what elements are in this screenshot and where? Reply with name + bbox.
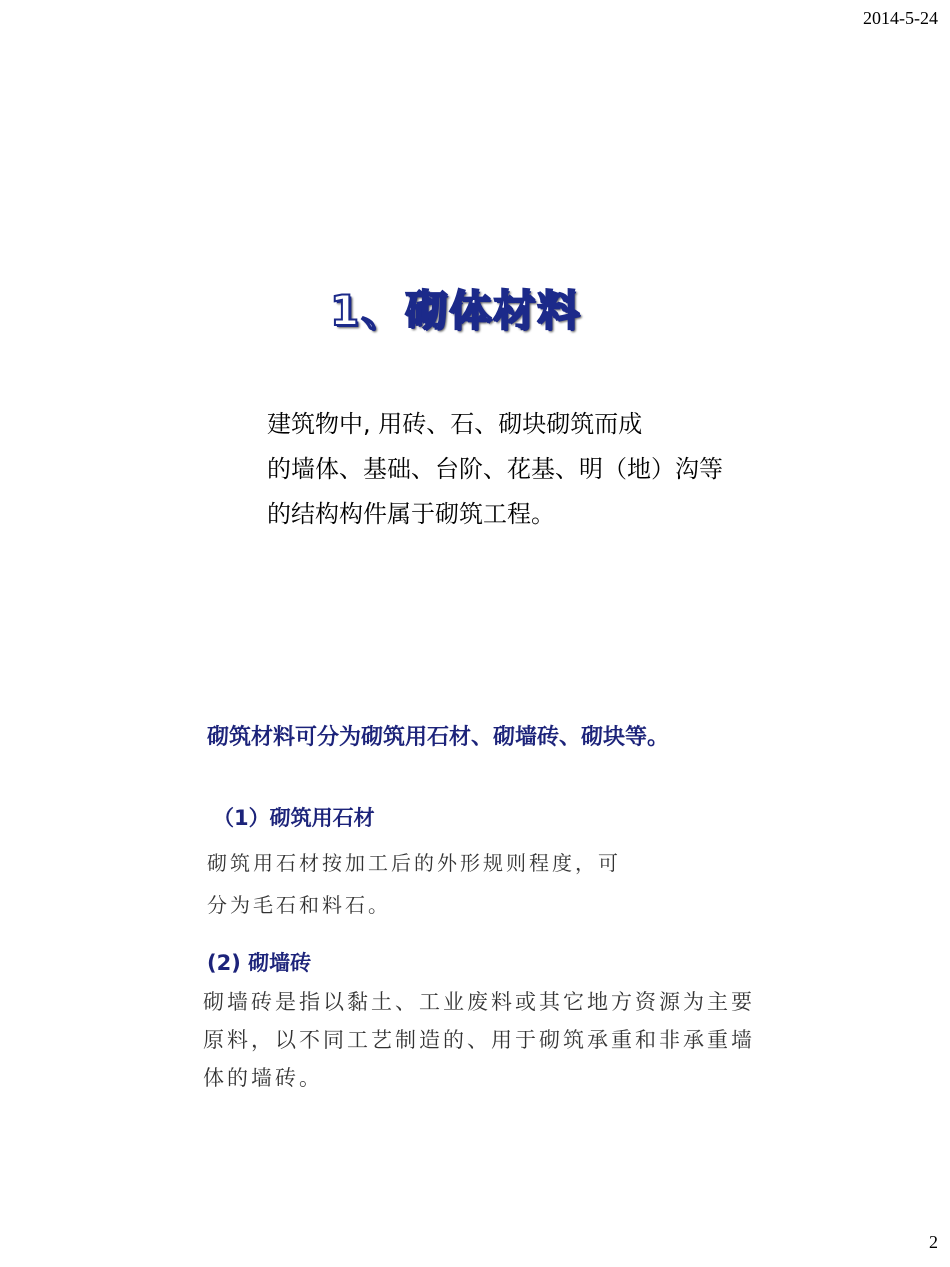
- section-body-brick: [203, 983, 755, 1097]
- section-heading-stone: （1）砌筑用石材: [213, 806, 375, 830]
- body-line: 原料，以不同工艺制造的、用于砌筑承重和非承重墙: [203, 1028, 755, 1052]
- intro-line: 建筑物中, 用砖、石、砌块砌筑而成: [267, 410, 643, 438]
- body-line: 砌筑用石材按加工后的外形规则程度，可: [207, 851, 621, 875]
- lead-sentence: 砌筑材料可分为砌筑用石材、砌墙砖、砌块等。: [207, 725, 670, 750]
- section-body-stone: [207, 842, 621, 926]
- intro-line: 的墙体、基础、台阶、花基、明（地）沟等: [267, 455, 723, 483]
- slide-title: 1、砌体材料: [330, 286, 582, 335]
- body-line: 体的墙砖。: [203, 1066, 323, 1090]
- intro-paragraph: [267, 402, 827, 537]
- intro-line: 的结构构件属于砌筑工程。: [267, 500, 555, 528]
- page-number: 2: [929, 1232, 938, 1252]
- body-line: 分为毛石和料石。: [207, 893, 391, 917]
- header-date: 2014-5-24: [863, 8, 938, 28]
- section-heading-brick: (2) 砌墙砖: [207, 951, 312, 975]
- body-line: 砌墙砖是指以黏土、工业废料或其它地方资源为主要: [203, 990, 755, 1014]
